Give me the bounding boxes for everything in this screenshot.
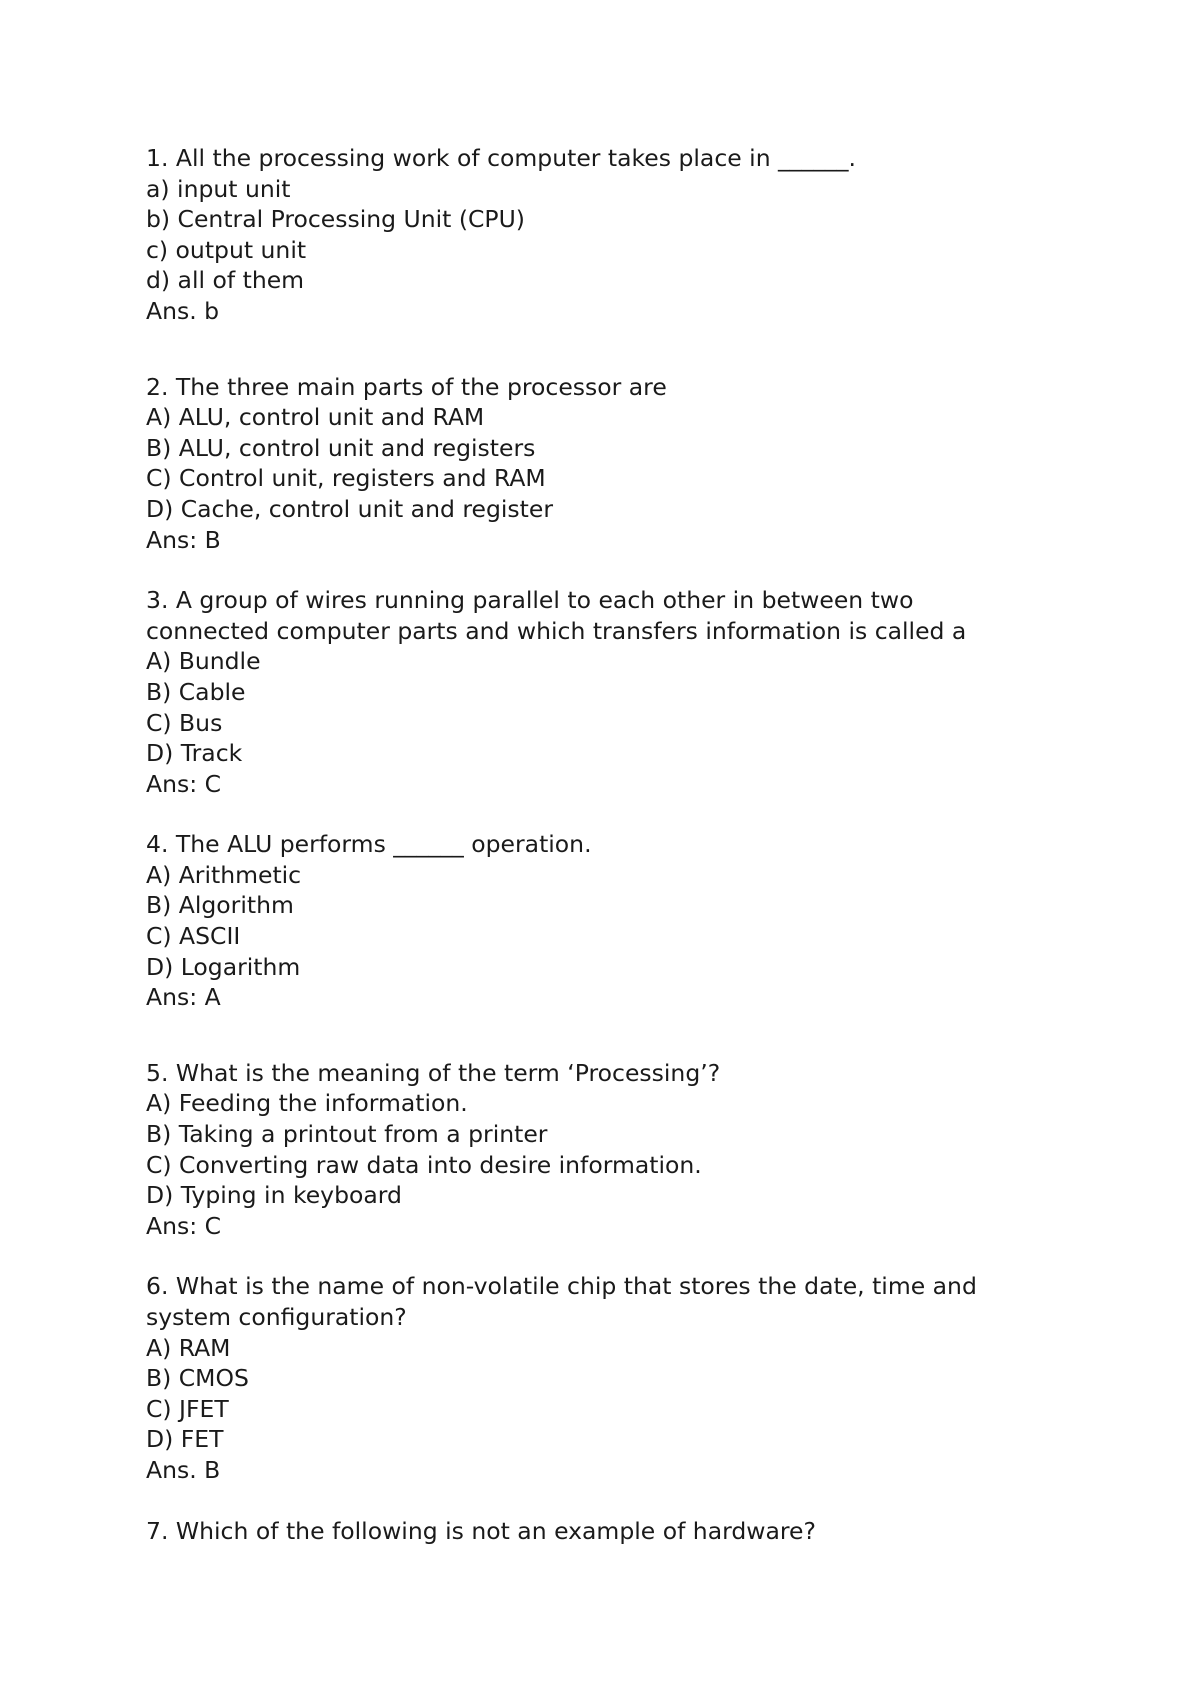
spacer	[146, 799, 1086, 829]
answer: Ans: C	[146, 1211, 222, 1240]
question-stem: 4. The ALU performs ______ operation.	[146, 830, 592, 859]
option-a: A) Bundle	[146, 647, 261, 676]
option-c: C) Bus	[146, 708, 223, 737]
option-d: d) all of them	[146, 266, 305, 295]
question-stem: 1. All the processing work of computer takes place in ______.	[146, 144, 857, 172]
spacer	[146, 1486, 1086, 1516]
option-a: a) input unit	[146, 174, 291, 203]
quiz-document	[146, 143, 1086, 1546]
question-stem: 5. What is the meaning of the term ‘Processing’?	[146, 1058, 721, 1087]
question-stem-cont: system configuration?	[146, 1303, 407, 1331]
option-a: A) Feeding the information.	[146, 1089, 468, 1118]
answer: Ans: A	[146, 983, 221, 1012]
answer: Ans: C	[146, 769, 222, 798]
question-1	[146, 143, 1086, 327]
question-stem: 3. A group of wires running parallel to each other in between two	[146, 586, 914, 615]
spacer	[146, 1241, 1086, 1271]
question-stem: 2. The three main parts of the processor are	[146, 372, 667, 401]
option-c: C) JFET	[146, 1394, 229, 1423]
option-a: A) RAM	[146, 1333, 231, 1362]
option-b: B) ALU, control unit and registers	[146, 433, 536, 462]
question-7	[146, 1516, 1086, 1547]
option-b: B) CMOS	[146, 1364, 249, 1393]
option-c: c) output unit	[146, 235, 307, 264]
option-b: B) Taking a printout from a printer	[146, 1120, 548, 1149]
spacer	[146, 1013, 1086, 1058]
option-d: D) Logarithm	[146, 952, 301, 981]
question-stem: 7. Which of the following is not an example of hardware?	[146, 1516, 816, 1545]
option-d: D) Track	[146, 739, 243, 768]
option-b: b) Central Processing Unit (CPU)	[146, 205, 525, 234]
question-2	[146, 372, 1086, 556]
option-d: D) Cache, control unit and register	[146, 494, 553, 523]
option-b: B) Cable	[146, 677, 246, 706]
option-c: C) Control unit, registers and RAM	[146, 464, 546, 493]
answer: Ans. B	[146, 1455, 221, 1484]
spacer	[146, 555, 1086, 585]
question-5	[146, 1058, 1086, 1242]
option-b: B) Algorithm	[146, 891, 294, 920]
option-c: C) Converting raw data into desire information.	[146, 1150, 702, 1179]
option-a: A) ALU, control unit and RAM	[146, 403, 485, 432]
question-stem-cont: connected computer parts and which transfers information is called a	[146, 616, 967, 645]
answer: Ans: B	[146, 525, 221, 554]
question-stem: 6. What is the name of non-volatile chip that stores the date, time and	[146, 1272, 977, 1301]
option-d: D) Typing in keyboard	[146, 1181, 402, 1210]
spacer	[146, 327, 1086, 372]
option-d: D) FET	[146, 1425, 224, 1454]
question-6	[146, 1271, 1086, 1485]
question-4	[146, 829, 1086, 1013]
option-a: A) Arithmetic	[146, 860, 302, 889]
option-c: C) ASCII	[146, 922, 241, 951]
answer: Ans. b	[146, 296, 220, 325]
question-3	[146, 585, 1086, 799]
